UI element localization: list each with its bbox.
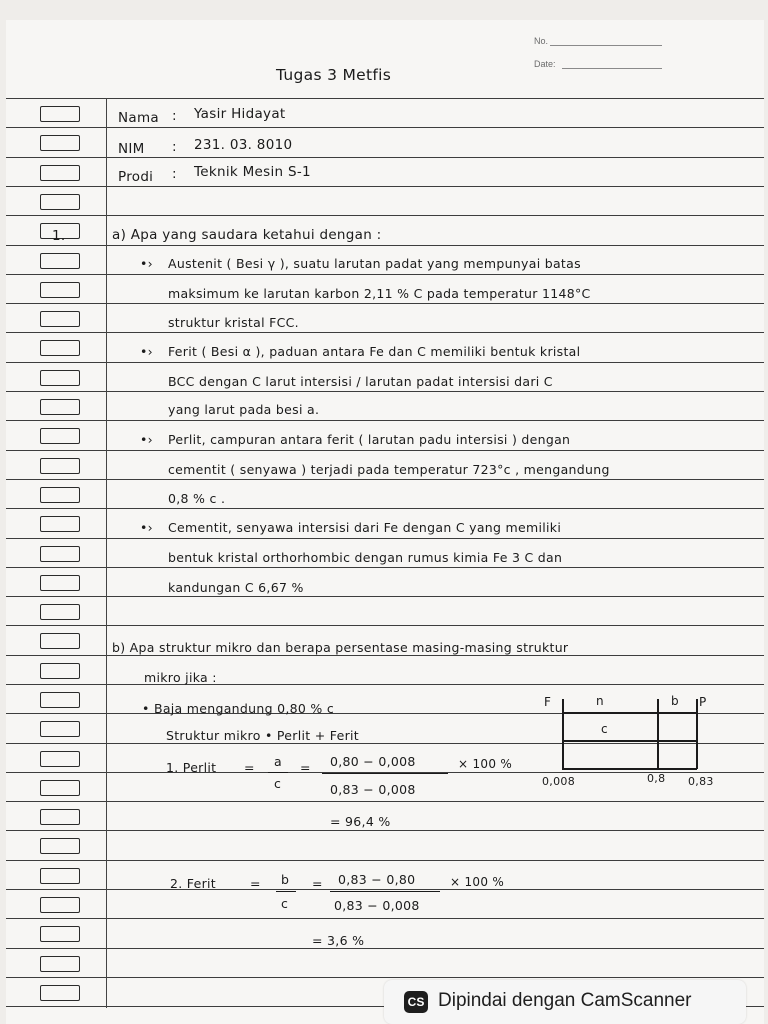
- date-line: [562, 68, 662, 69]
- microstructure: Struktur mikro • Perlit + Ferit: [166, 728, 359, 743]
- question-number: 1.: [52, 228, 66, 244]
- ruled-line: [6, 332, 764, 333]
- ruled-line: [6, 98, 764, 99]
- no-label: No.: [534, 36, 549, 46]
- bullet: •›: [140, 256, 153, 271]
- q1-line: Austenit ( Besi γ ), suatu larutan padat yang mempunyai batas: [168, 256, 581, 271]
- perlit-result: = 96,4 %: [330, 814, 391, 829]
- ruled-line: [6, 567, 764, 568]
- bullet: •›: [140, 344, 153, 359]
- ruled-line: [6, 186, 764, 187]
- q1-line: 0,8 % c .: [168, 491, 226, 506]
- ruled-line: [6, 655, 764, 656]
- margin-box: [40, 575, 80, 591]
- diagram-left-value: 0,008: [542, 775, 575, 788]
- margin-box: [40, 282, 80, 298]
- name-colon: :: [172, 108, 177, 124]
- margin-box: [40, 458, 80, 474]
- diagram-arrow-c: [562, 740, 696, 742]
- prodi-label: Prodi: [118, 169, 154, 185]
- frac-b: b: [281, 872, 290, 887]
- times-hundred: × 100 %: [450, 875, 505, 889]
- q1-part-b: b) Apa struktur mikro dan berapa persentase masing-masing struktur: [112, 640, 569, 655]
- margin-box: [40, 663, 80, 679]
- margin-box: [40, 780, 80, 796]
- ruled-line: [6, 918, 764, 919]
- diagram-right-value: 0,83: [688, 775, 714, 788]
- prodi-value: Teknik Mesin S-1: [194, 164, 311, 180]
- diagram-P-label: P: [699, 695, 707, 709]
- margin-box: [40, 516, 80, 532]
- frac-c: c: [274, 776, 282, 791]
- diagram-c-label: c: [601, 722, 608, 736]
- margin-box: [40, 165, 80, 181]
- ruled-line: [6, 596, 764, 597]
- ruled-line: [6, 215, 764, 216]
- diagram-left-edge: [562, 699, 564, 769]
- ruled-line: [6, 538, 764, 539]
- margin-box: [40, 604, 80, 620]
- diagram-n-label: n: [596, 694, 604, 708]
- diagram-mid-edge: [657, 699, 659, 769]
- q1-line: cementit ( senyawa ) terjadi pada temperatur 723°c , mengandung: [168, 462, 610, 477]
- ferit-numerator: 0,83 − 0,80: [338, 872, 416, 887]
- equals-sign: =: [300, 760, 311, 775]
- margin-box: [40, 487, 80, 503]
- ruled-line: [6, 684, 764, 685]
- nim-colon: :: [172, 139, 177, 155]
- ruled-line: [6, 362, 764, 363]
- margin-box: [40, 809, 80, 825]
- margin-box: [40, 106, 80, 122]
- ferit-denominator: 0,83 − 0,008: [334, 898, 420, 913]
- margin-box: [40, 692, 80, 708]
- ruled-line: [6, 830, 764, 831]
- q1-part-b-cont: mikro jika :: [144, 670, 217, 685]
- q1-line: bentuk kristal orthorhombic dengan rumus kimia Fe 3 C dan: [168, 550, 563, 565]
- nim-label: NIM: [118, 141, 145, 157]
- ruled-line: [6, 391, 764, 392]
- perlit-numerator: 0,80 − 0,008: [330, 754, 416, 769]
- ruled-line: [6, 420, 764, 421]
- q1-line: yang larut pada besi a.: [168, 402, 320, 417]
- diagram-F-label: F: [544, 695, 552, 709]
- q1-part-a: a) Apa yang saudara ketahui dengan :: [112, 227, 382, 243]
- margin-box: [40, 370, 80, 386]
- diagram-baseline: [562, 768, 697, 770]
- bullet: •›: [140, 432, 153, 447]
- diagram-mid-value: 0,8: [647, 772, 666, 785]
- diagram-right-edge: [696, 699, 698, 769]
- margin-box: [40, 135, 80, 151]
- margin-box: [40, 897, 80, 913]
- ruled-line: [6, 889, 764, 890]
- equals-sign: =: [244, 760, 255, 775]
- ruled-line: [6, 743, 764, 744]
- q1-line: maksimum ke larutan karbon 2,11 % C pada temperatur 1148°C: [168, 286, 591, 301]
- margin-box: [40, 253, 80, 269]
- diagram-arrow-b: [657, 712, 696, 714]
- date-label: Date:: [534, 59, 556, 69]
- ruled-line: [6, 977, 764, 978]
- fraction-bar: [330, 891, 440, 892]
- fraction-bar: [268, 772, 288, 773]
- margin-box: [40, 721, 80, 737]
- ruled-line: [6, 948, 764, 949]
- steel-composition: • Baja mengandung 0,80 % c: [142, 701, 335, 716]
- camscanner-watermark: [384, 980, 746, 1024]
- ruled-line: [6, 479, 764, 480]
- margin-box: [40, 194, 80, 210]
- ferit-label: 2. Ferit: [170, 876, 217, 891]
- fraction-bar: [322, 773, 448, 774]
- margin-box: [40, 751, 80, 767]
- margin-box: [40, 633, 80, 649]
- prodi-colon: :: [172, 166, 177, 182]
- ruled-line: [6, 303, 764, 304]
- page-title: Tugas 3 Metfis: [276, 66, 392, 84]
- bullet: •›: [140, 520, 153, 535]
- diagram-b-label: b: [671, 694, 679, 708]
- margin-box: [40, 546, 80, 562]
- margin-box: [40, 868, 80, 884]
- ruled-line: [6, 801, 764, 802]
- q1-line: struktur kristal FCC.: [168, 315, 299, 330]
- ruled-line: [6, 157, 764, 158]
- q1-line: Cementit, senyawa intersisi dari Fe dengan C yang memiliki: [168, 520, 562, 535]
- margin-box: [40, 340, 80, 356]
- camscanner-text: Dipindai dengan CamScanner: [438, 990, 692, 1011]
- ruled-line: [6, 860, 764, 861]
- margin-box: [40, 926, 80, 942]
- no-line: [550, 45, 662, 46]
- margin-box: [40, 838, 80, 854]
- q1-line: Ferit ( Besi α ), paduan antara Fe dan C memiliki bentuk kristal: [168, 344, 581, 359]
- perlit-denominator: 0,83 − 0,008: [330, 782, 416, 797]
- diagram-arrow-n: [562, 712, 657, 714]
- ruled-line: [6, 625, 764, 626]
- nim-value: 231. 03. 8010: [194, 137, 293, 153]
- q1-line: kandungan C 6,67 %: [168, 580, 304, 595]
- ruled-line: [6, 245, 764, 246]
- ruled-line: [6, 450, 764, 451]
- margin-box: [40, 985, 80, 1001]
- name-value: Yasir Hidayat: [194, 106, 286, 122]
- fraction-bar: [276, 891, 296, 892]
- frac-a: a: [274, 754, 282, 769]
- name-label: Nama: [118, 110, 159, 126]
- times-hundred: × 100 %: [458, 757, 513, 771]
- margin-box: [40, 311, 80, 327]
- margin-box: [40, 399, 80, 415]
- ferit-result: = 3,6 %: [312, 933, 365, 948]
- ruled-line: [6, 127, 764, 128]
- equals-sign: =: [250, 876, 261, 891]
- q1-line: BCC dengan C larut intersisi / larutan padat intersisi dari C: [168, 374, 553, 389]
- margin-box: [40, 428, 80, 444]
- perlit-label: 1. Perlit: [166, 760, 217, 775]
- camscanner-logo: CS: [404, 991, 428, 1013]
- margin-box: [40, 956, 80, 972]
- frac-c: c: [281, 896, 289, 911]
- ruled-line: [6, 508, 764, 509]
- ruled-line: [6, 274, 764, 275]
- equals-sign: =: [312, 876, 323, 891]
- q1-line: Perlit, campuran antara ferit ( larutan padu intersisi ) dengan: [168, 432, 571, 447]
- margin-line: [106, 98, 107, 1008]
